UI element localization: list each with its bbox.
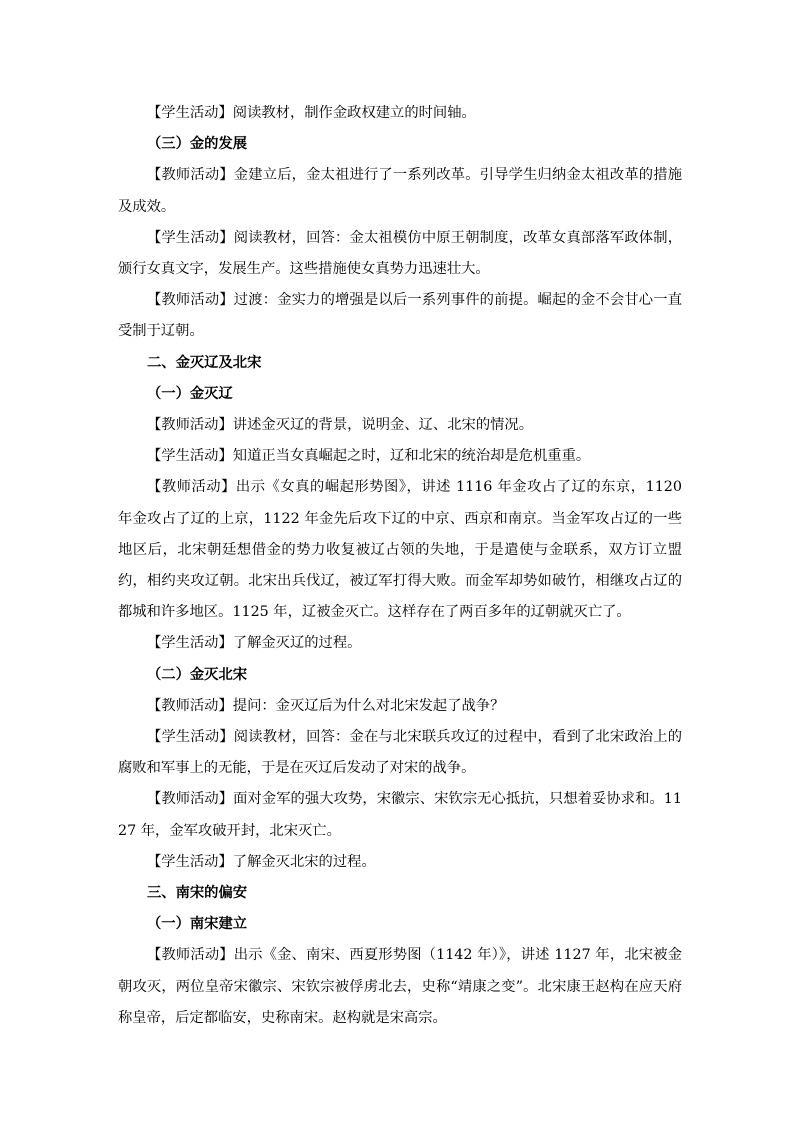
student-activity-paragraph	[118, 98, 682, 129]
teacher-activity-paragraph	[118, 285, 682, 347]
paragraph-text: 知道正当女真崛起之时，辽和北宋的统治却是危机重重。	[232, 448, 591, 465]
subsection-heading: （一）金灭辽	[147, 385, 233, 402]
lesson-text	[118, 98, 682, 1034]
activity-tag: 【教师活动】	[147, 417, 233, 434]
student-activity-paragraph	[118, 722, 682, 784]
teacher-activity-paragraph	[118, 472, 682, 628]
activity-tag: 【学生活动】	[147, 229, 234, 246]
student-activity-paragraph	[118, 847, 682, 878]
teacher-activity-paragraph	[118, 160, 682, 222]
paragraph-text: 阅读教材，制作金政权建立的时间轴。	[232, 105, 476, 121]
teacher-activity-paragraph	[118, 784, 682, 846]
subsection-heading: （二）金灭北宋	[147, 666, 248, 683]
section-heading: （三）金的发展	[147, 136, 248, 153]
student-activity-paragraph	[118, 223, 682, 285]
activity-tag: 【教师活动】	[147, 479, 236, 496]
activity-tag: 【学生活动】	[147, 729, 234, 746]
paragraph-text: 金建立后，金太祖进行了一系列改革。引导学生归纳金太祖改革的措施及成效。	[118, 167, 683, 215]
paragraph-text: 了解金灭辽的过程。	[232, 635, 362, 652]
paragraph-text: 出示《金、南宋、西夏形势图（1142 年）》，讲述 1127 年，北宋被金朝攻灭，两位皇帝宋徽宗、宋钦宗被俘虏北去，史称“靖康之变”。北宋康王赵构在应天府称皇帝，后定都临安，史称南宋。赵构就是宋高宗。	[118, 947, 682, 1026]
paragraph-text: 阅读教材，回答：金太祖模仿中原王朝制度，改革女真部落军政体制，颁行女真文字，发展生产。这些措施使女真势力迅速壮大。	[118, 229, 683, 278]
activity-tag: 【教师活动】	[147, 292, 234, 309]
teacher-activity-paragraph	[118, 691, 682, 722]
paragraph-text: 提问：金灭辽后为什么对北宋发起了战争？	[232, 697, 505, 714]
paragraph-text: 讲述金灭辽的背景，说明金、辽、北宋的情况。	[232, 417, 534, 434]
paragraph-text: 阅读教材，回答：金在与北宋联兵攻辽的过程中，看到了北宋政治上的腐败和军事上的无能，于是在灭辽后发动了对宋的战争。	[118, 729, 683, 777]
activity-tag: 【教师活动】	[147, 167, 234, 184]
teacher-activity-paragraph	[118, 410, 682, 441]
activity-tag: 【学生活动】	[147, 853, 233, 870]
section-heading: 二、金灭辽及北宋	[147, 354, 262, 371]
student-activity-paragraph	[118, 628, 682, 659]
activity-tag: 【学生活动】	[147, 448, 233, 465]
activity-tag: 【教师活动】	[147, 791, 234, 808]
subsection-heading: （一）南宋建立	[147, 916, 248, 933]
teacher-activity-paragraph	[118, 940, 682, 1034]
activity-tag: 【教师活动】	[147, 697, 233, 714]
paragraph-text: 了解金灭北宋的过程。	[232, 853, 376, 870]
student-activity-paragraph	[118, 441, 682, 472]
paragraph-text: 出示《女真的崛起形势图》，讲述 1116 年金攻占了辽的东京，1120 年金攻占了辽的上京，1122 年金先后攻下辽的中京、西京和南京。当金军攻占辽的一些地区后，北宋朝廷想借金的势力收复被辽占领的失地，于是遣使与金联系，双方订立盟约，相约夹攻辽朝。北宋出兵伐辽，被辽军打得大败。而金军却势如破竹，相继攻占辽的都城和许多地区。1125 年，辽被金灭亡。这样存在了两百多年的辽朝就灭亡了。	[118, 479, 682, 621]
activity-tag: 【教师活动】	[147, 947, 234, 964]
activity-tag: 【学生活动】	[147, 635, 233, 652]
paragraph-text: 面对金军的强大攻势，宋徽宗、宋钦宗无心抵抗，只想着妥协求和。1127 年，金军攻破开封，北宋灭亡。	[118, 791, 682, 839]
activity-tag: 【学生活动】	[147, 105, 233, 121]
section-heading: 三、南宋的偏安	[147, 885, 248, 902]
paragraph-text: 过渡：金实力的增强是以后一系列事件的前提。崛起的金不会甘心一直受制于辽朝。	[118, 292, 683, 340]
